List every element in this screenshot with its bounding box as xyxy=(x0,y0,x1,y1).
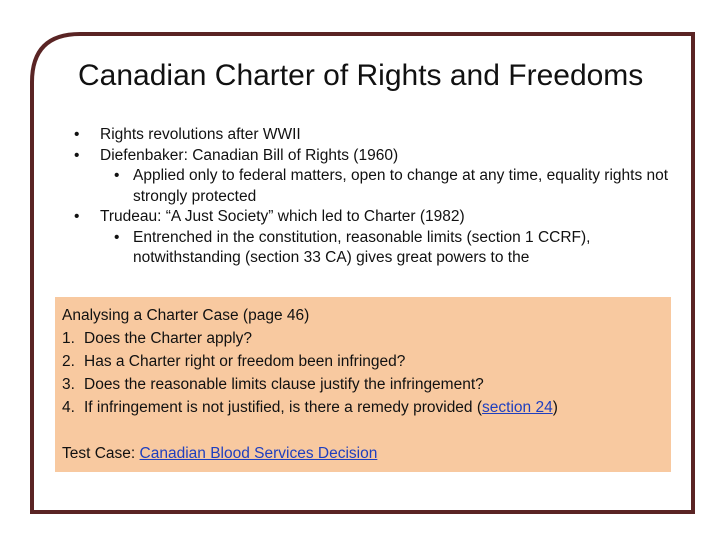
bullet-dot-icon: • xyxy=(114,167,120,184)
spacer xyxy=(62,419,671,442)
step-text: If infringement is not justified, is there a remedy provided ( xyxy=(84,399,483,416)
step-text: Does the Charter apply? xyxy=(84,330,253,347)
step-number: 1. xyxy=(62,330,75,347)
sub-bullet-item xyxy=(74,228,674,269)
step-text-close: ) xyxy=(552,399,558,416)
test-case-link[interactable]: Canadian Blood Services Decision xyxy=(139,445,378,462)
test-case-line xyxy=(62,442,671,465)
step-number: 3. xyxy=(62,376,75,393)
bullet-text: Trudeau: “A Just Society” which led to Charter (1982) xyxy=(100,208,465,225)
bullet-dot-icon: • xyxy=(74,146,80,164)
slide-title: Canadian Charter of Rights and Freedoms xyxy=(78,59,644,92)
step-number: 2. xyxy=(62,353,75,370)
bullet-item xyxy=(74,146,674,167)
step-text: Has a Charter right or freedom been infringed? xyxy=(84,353,406,370)
step-item xyxy=(62,373,671,396)
bullet-text: Diefenbaker: Canadian Bill of Rights (1960) xyxy=(100,146,399,164)
bullet-list xyxy=(74,125,674,295)
bullet-dot-icon: • xyxy=(74,208,80,225)
sub-bullet-text: Applied only to federal matters, open to change at any time, equality rights not strongly protected xyxy=(133,167,669,205)
bullet-dot-icon: • xyxy=(74,126,80,143)
step-item xyxy=(62,327,671,350)
bullet-item xyxy=(74,207,674,228)
test-case-label: Test Case: xyxy=(62,445,140,462)
bullet-item xyxy=(74,125,674,146)
step-item xyxy=(62,396,671,419)
step-item xyxy=(62,350,671,373)
sub-bullet-text: Entrenched in the constitution, reasonable limits (section 1 CCRF), notwithstanding (section 33 CA) gives great powers to the xyxy=(133,228,591,266)
sub-bullet-item xyxy=(74,166,674,207)
bullet-dot-icon: • xyxy=(114,228,120,246)
step-number: 4. xyxy=(62,399,75,416)
section-24-link[interactable]: section 24 xyxy=(482,399,553,416)
step-text: Does the reasonable limits clause justify the infringement? xyxy=(84,376,484,393)
charter-case-box xyxy=(55,297,671,472)
box-heading: Analysing a Charter Case (page 46) xyxy=(62,307,310,324)
bullet-text: Rights revolutions after WWII xyxy=(100,126,301,143)
